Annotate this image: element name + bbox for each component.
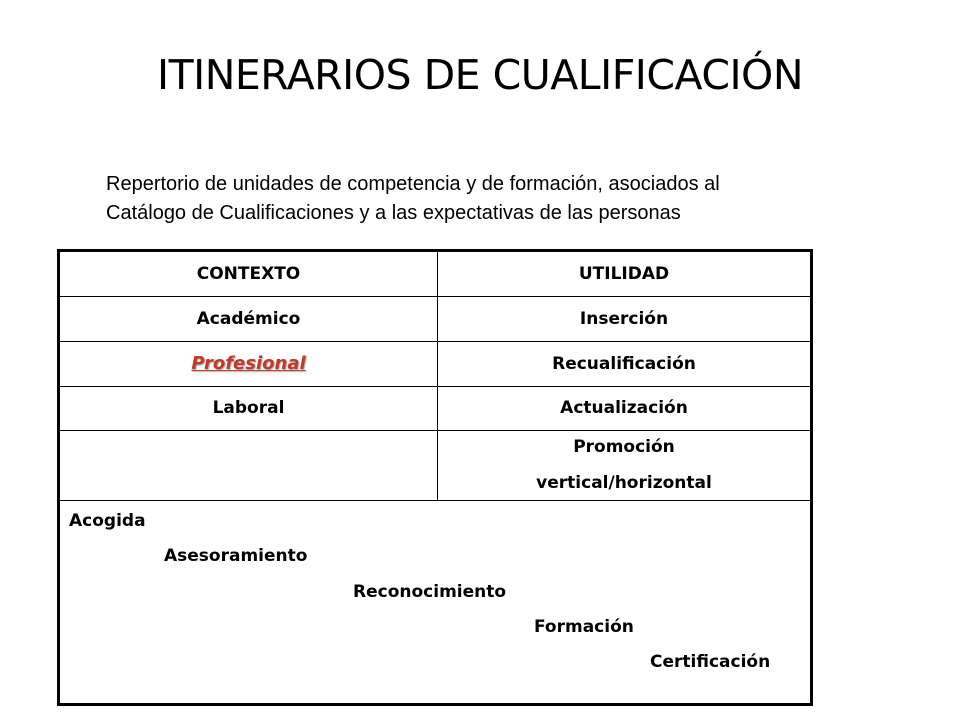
subtitle-line-2: Catálogo de Cualificaciones y a las expectativas de las personas: [106, 202, 681, 224]
cell-contexto-laboral: Laboral: [60, 386, 438, 430]
slide-title: ITINERARIOS DE CUALIFICACIÓN: [156, 51, 803, 99]
step-asesoramiento: Asesoramiento: [164, 546, 308, 566]
table-row: [60, 430, 810, 501]
process-steps-row: [60, 500, 810, 703]
promocion-line-2: vertical/horizontal: [536, 473, 712, 493]
itinerary-table: [57, 249, 813, 706]
promocion-line-1: Promoción: [573, 437, 675, 457]
cell-utilidad-insercion: Inserción: [579, 308, 669, 329]
cell-contexto-empty: [60, 430, 438, 500]
table-row: [60, 296, 810, 342]
cell-contexto-profesional: [60, 341, 438, 386]
step-formacion: Formación: [534, 617, 634, 637]
step-acogida: Acogida: [69, 511, 146, 531]
step-certificacion: Certificación: [650, 652, 771, 672]
table-header-row: [60, 252, 810, 297]
cell-contexto-academico: Académico: [60, 296, 438, 341]
cell-utilidad-recualificacion: Recualificación: [552, 353, 696, 374]
cell-utilidad-actualizacion: Actualización: [560, 398, 688, 418]
subtitle-line-1: Repertorio de unidades de competencia y de formación, asociados al: [106, 173, 720, 195]
step-reconocimiento: Reconocimiento: [353, 582, 507, 602]
header-utilidad: UTILIDAD: [578, 264, 670, 284]
header-contexto: CONTEXTO: [60, 252, 438, 296]
profesional-highlight: Profesional: [191, 353, 306, 374]
table-row: [60, 341, 810, 387]
cell-utilidad-promocion: [438, 430, 810, 500]
slide-subtitle: [106, 170, 866, 228]
table-row: [60, 386, 810, 431]
